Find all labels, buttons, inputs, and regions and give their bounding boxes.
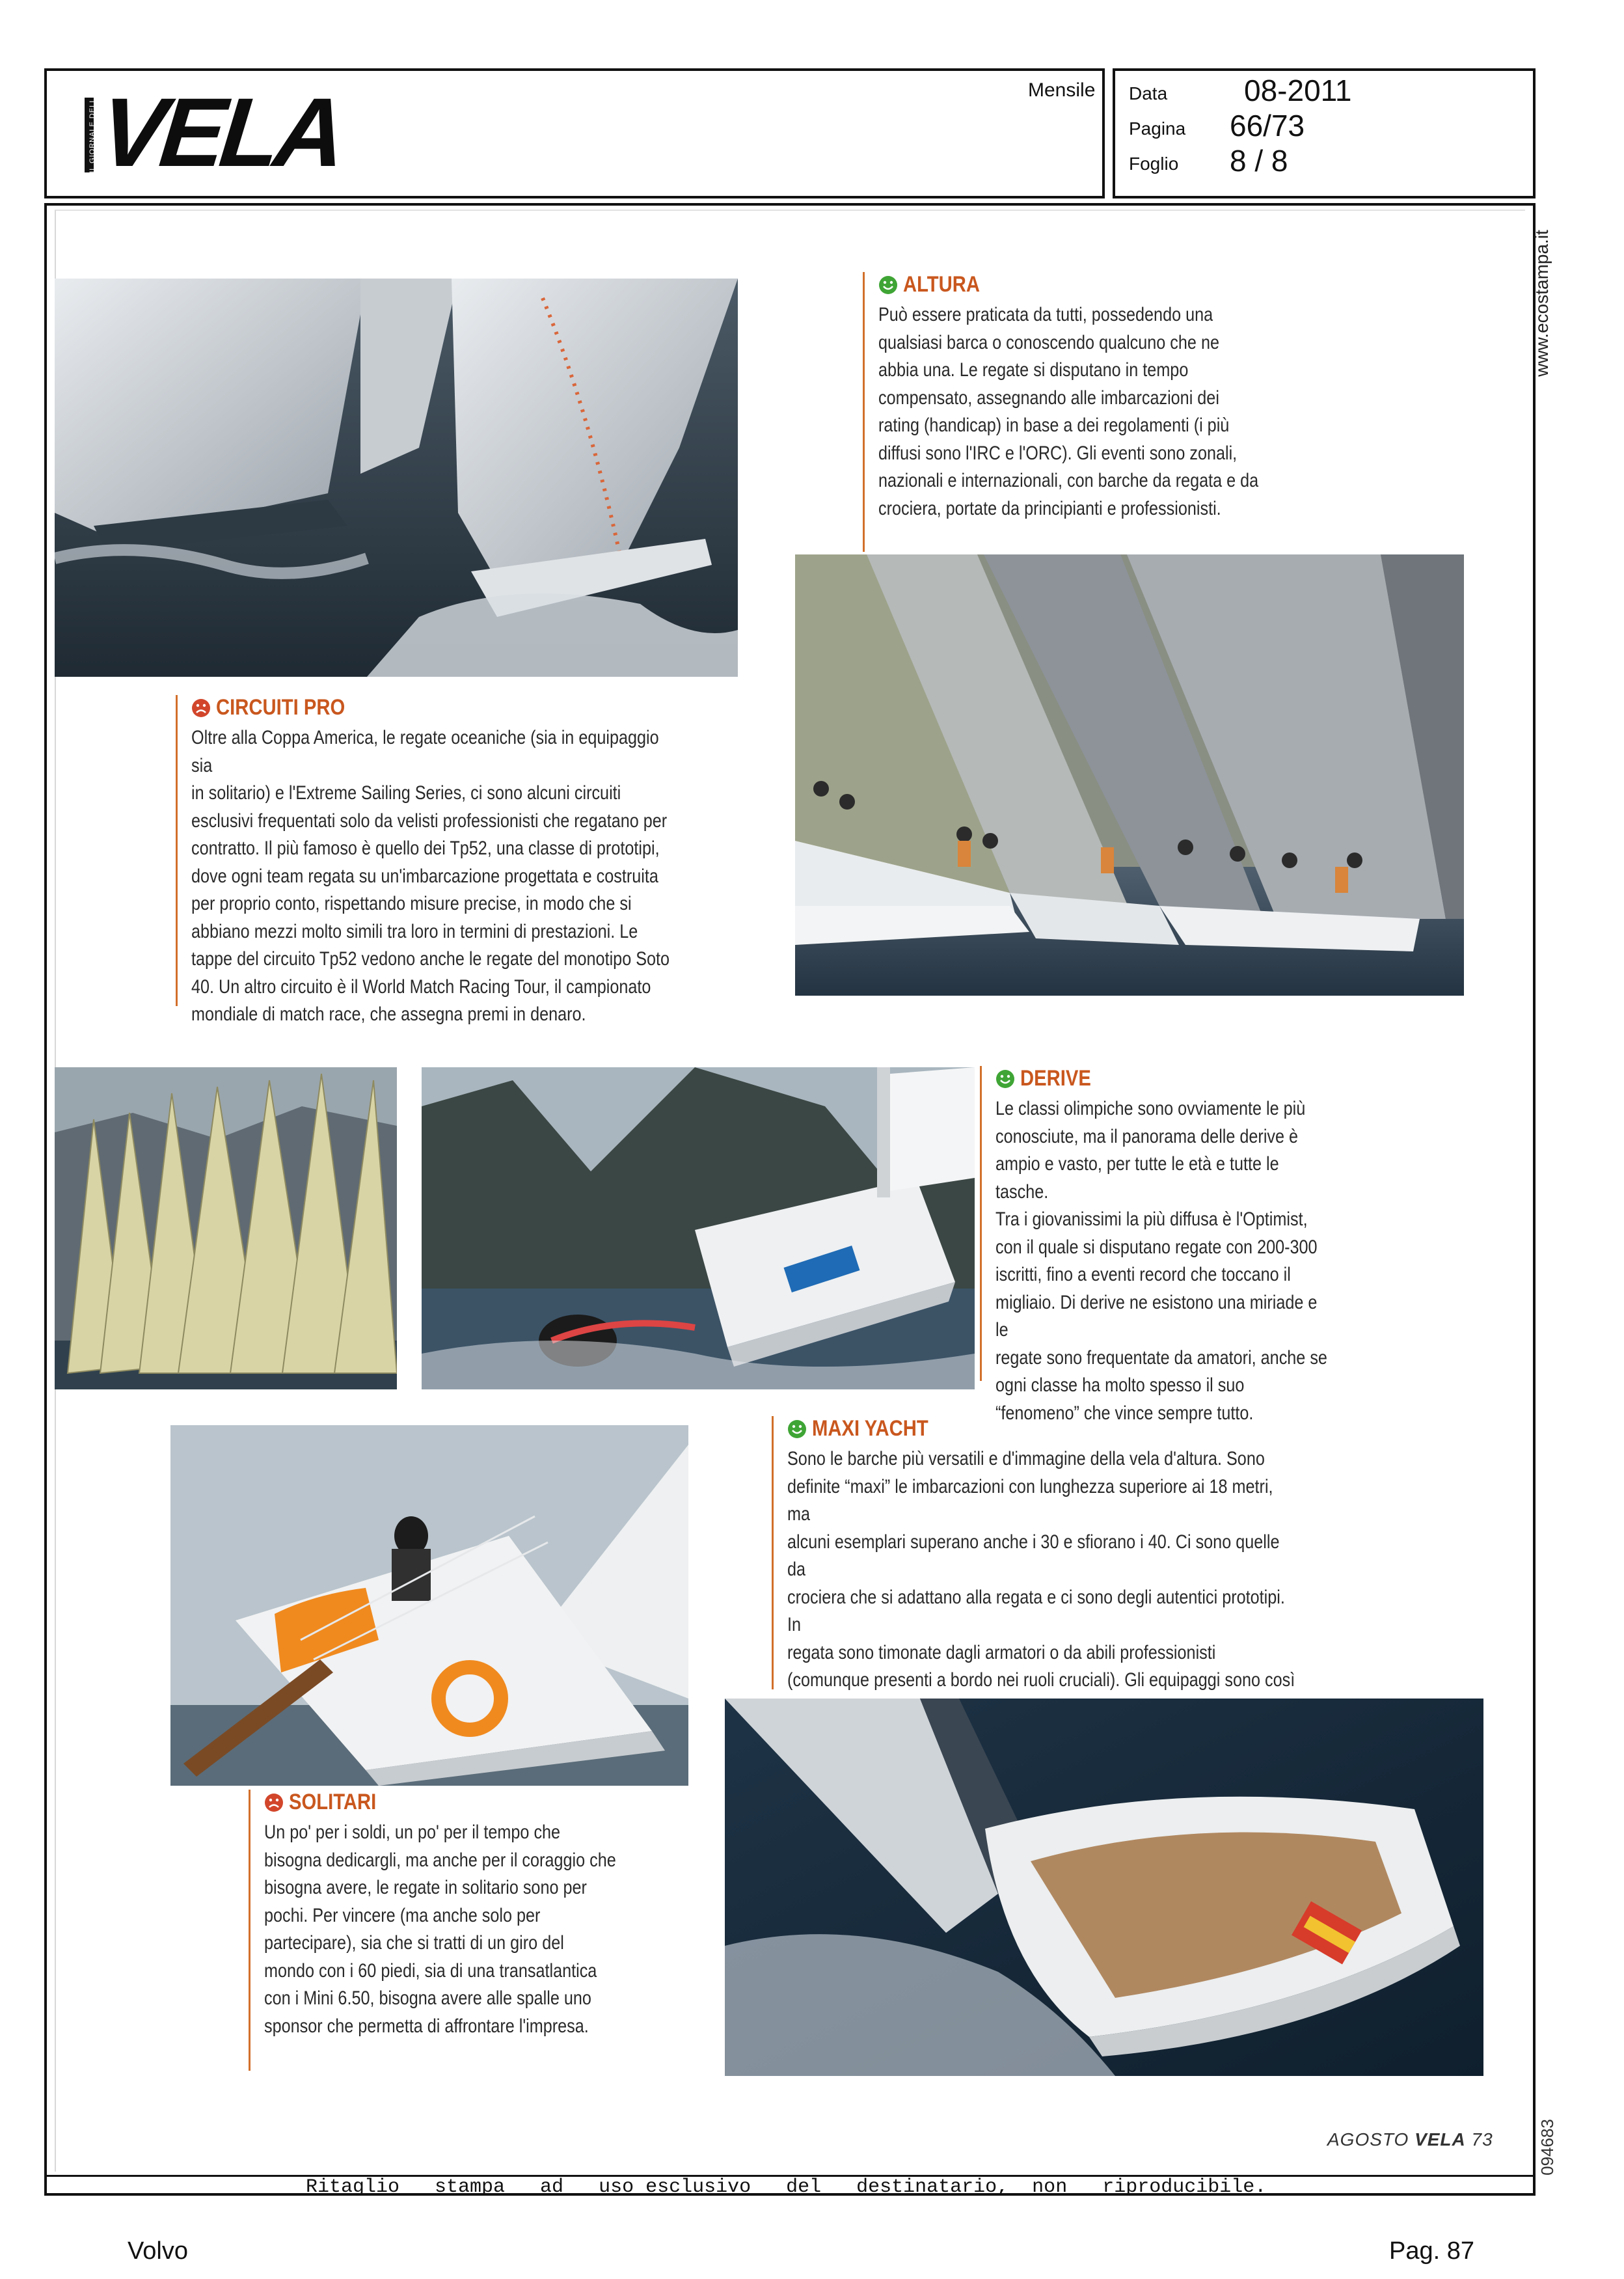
text-line: diffusi sono l'IRC e l'ORC). Gli eventi sono zonali, bbox=[878, 442, 1238, 464]
text-line: crociera, portate da principianti e professionisti. bbox=[878, 497, 1221, 519]
photo-solo-sailor bbox=[170, 1425, 688, 1786]
text-line: Le classi olimpiche sono ovviamente le più bbox=[995, 1098, 1306, 1119]
photo-racing-spinnakers bbox=[55, 279, 738, 677]
text-line: conosciute, ma il panorama delle derive è bbox=[995, 1125, 1299, 1147]
section-rule bbox=[176, 695, 178, 1006]
text-line: dove ogni team regata su un'imbarcazione progettata e costruita bbox=[191, 865, 658, 887]
section-rule bbox=[772, 1416, 774, 1689]
photo-dinghy-lake bbox=[422, 1067, 975, 1389]
section-body bbox=[878, 301, 1292, 523]
smiley-happy-icon bbox=[878, 275, 898, 295]
logo-side-band bbox=[85, 92, 96, 173]
text-line: (comunque presenti a bordo nei ruoli cruciali). Gli equipaggi sono così bbox=[787, 1669, 1295, 1691]
text-line: qualsiasi barca o conoscendo qualcuno che ne bbox=[878, 331, 1219, 353]
text-line: mondiale di match race, che assegna premi in denaro. bbox=[191, 1003, 586, 1025]
section-maxi-yacht bbox=[772, 1416, 1396, 1689]
section-circuiti-pro bbox=[176, 695, 761, 1025]
photo-fleet-start bbox=[55, 1067, 397, 1389]
meta-label-pagina: Pagina bbox=[1129, 118, 1186, 139]
photo-crew-on-rail bbox=[795, 554, 1464, 996]
text-line: tappe del circuito Tp52 vedono anche le regate del monotipo Soto bbox=[191, 948, 670, 970]
section-body bbox=[191, 724, 670, 1029]
text-line: compensato, assegnando alle imbarcazioni dei bbox=[878, 387, 1219, 409]
text-line: abbia una. Le regate si disputano in tempo bbox=[878, 359, 1189, 381]
text-line: ampio e vasto, per tutte le età e tutte le tasche. bbox=[995, 1153, 1279, 1203]
section-header bbox=[264, 1790, 691, 1815]
footer-page-number: 73 bbox=[1471, 2129, 1493, 2149]
text-line: partecipare), sia che si tratti di un giro del bbox=[264, 1932, 564, 1954]
section-title: MAXI YACHT bbox=[812, 1416, 928, 1441]
page-number: Pag. 87 bbox=[1389, 2237, 1474, 2265]
meta-value-foglio: 8 / 8 bbox=[1230, 144, 1288, 178]
text-line: iscritti, fino a eventi record che toccano il bbox=[995, 1264, 1291, 1285]
section-title: ALTURA bbox=[903, 272, 981, 297]
section-derive bbox=[980, 1066, 1396, 1424]
text-line: Sono le barche più versatili e d'immagine della vela d'altura. Sono bbox=[787, 1448, 1265, 1469]
vela-logo: VELA bbox=[95, 77, 346, 187]
section-rule bbox=[249, 1790, 250, 2071]
text-line: contratto. Il più famoso è quello dei Tp52, una classe di prototipi, bbox=[191, 838, 660, 859]
text-line: sponsor che permetta di affrontare l'impresa. bbox=[264, 2015, 589, 2037]
text-line: nazionali e internazionali, con barche da regata e da bbox=[878, 470, 1259, 491]
smiley-sad-icon bbox=[264, 1793, 284, 1812]
text-line: ogni classe ha molto spesso il suo bbox=[995, 1374, 1245, 1396]
text-line: abbiano mezzi molto simili tra loro in termini di prestazioni. Le bbox=[191, 920, 638, 942]
client-name: Volvo bbox=[128, 2237, 188, 2265]
section-header bbox=[787, 1416, 1396, 1441]
photo-maxi-yacht bbox=[725, 1699, 1483, 2076]
side-url-text: www.ecostampa.it bbox=[1531, 230, 1552, 377]
text-line: Può essere praticata da tutti, possedendo una bbox=[878, 304, 1213, 325]
meta-label-data: Data bbox=[1129, 83, 1168, 103]
meta-value-data: 08-2011 bbox=[1244, 74, 1352, 107]
magazine-page-footer bbox=[1327, 2129, 1493, 2150]
smiley-happy-icon bbox=[787, 1419, 807, 1439]
text-line: esclusivi frequentati solo da velisti professionisti che regatano per bbox=[191, 810, 668, 832]
side-url bbox=[1531, 221, 1567, 390]
text-line: alcuni esemplari superano anche i 30 e sfiorano i 40. Ci sono quelle da bbox=[787, 1531, 1280, 1580]
text-line: Tra i giovanissimi la più diffusa è l'Optimist, bbox=[995, 1208, 1308, 1230]
section-title: DERIVE bbox=[1020, 1066, 1091, 1091]
text-line: con i Mini 6.50, bisogna avere alle spalle uno bbox=[264, 1987, 591, 2009]
section-rule bbox=[980, 1066, 982, 1381]
text-line: pochi. Per vincere (ma anche solo per bbox=[264, 1904, 541, 1926]
logo-side-text: IL GIORNALE DELLA bbox=[88, 92, 96, 173]
disclaimer: Ritaglio stampa ad uso esclusivo del destinatario, non riproducibile. bbox=[306, 2176, 1267, 2198]
text-line: per proprio conto, rispettando misure precise, in modo che si bbox=[191, 893, 632, 914]
text-line: regata sono timonate dagli armatori o da abili professionisti bbox=[787, 1641, 1216, 1663]
smiley-sad-icon bbox=[191, 698, 211, 718]
section-solitari bbox=[249, 1790, 691, 2071]
text-line: bisogna dedicargli, ma anche per il coraggio che bbox=[264, 1849, 616, 1871]
section-header bbox=[191, 695, 761, 720]
side-code bbox=[1539, 2108, 1567, 2180]
text-line: definite “maxi” le imbarcazioni con lunghezza superiore ai 18 metri, ma bbox=[787, 1475, 1273, 1525]
side-code-text: 094683 bbox=[1537, 2119, 1557, 2176]
footer-magazine: VELA bbox=[1414, 2129, 1466, 2149]
smiley-happy-icon bbox=[995, 1069, 1015, 1089]
meta-value-pagina: 66/73 bbox=[1230, 109, 1305, 143]
text-line: Oltre alla Coppa America, le regate oceaniche (sia in equipaggio sia bbox=[191, 727, 659, 776]
text-line: bisogna avere, le regate in solitario sono per bbox=[264, 1877, 587, 1898]
periodicity-label: Mensile bbox=[1028, 79, 1096, 101]
footer-month: AGOSTO bbox=[1327, 2129, 1409, 2149]
text-line: crociera che si adattano alla regata e ci sono degli autentici prototipi. In bbox=[787, 1586, 1285, 1635]
meta-label-foglio: Foglio bbox=[1129, 154, 1179, 174]
text-line: mondo con i 60 piedi, sia di una transatlantica bbox=[264, 1959, 597, 1982]
text-line: “fenomeno” che vince sempre tutto. bbox=[995, 1402, 1254, 1424]
section-header bbox=[878, 272, 1370, 297]
text-line: Un po' per i soldi, un po' per il tempo che bbox=[264, 1822, 561, 1843]
section-header bbox=[995, 1066, 1396, 1091]
section-title: SOLITARI bbox=[289, 1790, 377, 1814]
section-title: CIRCUITI PRO bbox=[216, 695, 345, 720]
section-altura bbox=[863, 272, 1370, 552]
text-line: regate sono frequentate da amatori, anche se bbox=[995, 1346, 1327, 1369]
text-line: migliaio. Di derive ne esistono una miriade e le bbox=[995, 1291, 1318, 1341]
text-line: 40. Un altro circuito è il World Match Racing Tour, il campionato bbox=[191, 976, 651, 998]
section-body bbox=[264, 1819, 623, 2040]
text-line: in solitario) e l'Extreme Sailing Series, ci sono alcuni circuiti bbox=[191, 782, 621, 804]
text-line: rating (handicap) in base a dei regolamenti (i più bbox=[878, 415, 1230, 436]
section-rule bbox=[863, 272, 865, 552]
text-line: con il quale si disputano regate con 200-300 bbox=[995, 1236, 1318, 1258]
section-body bbox=[995, 1095, 1332, 1427]
